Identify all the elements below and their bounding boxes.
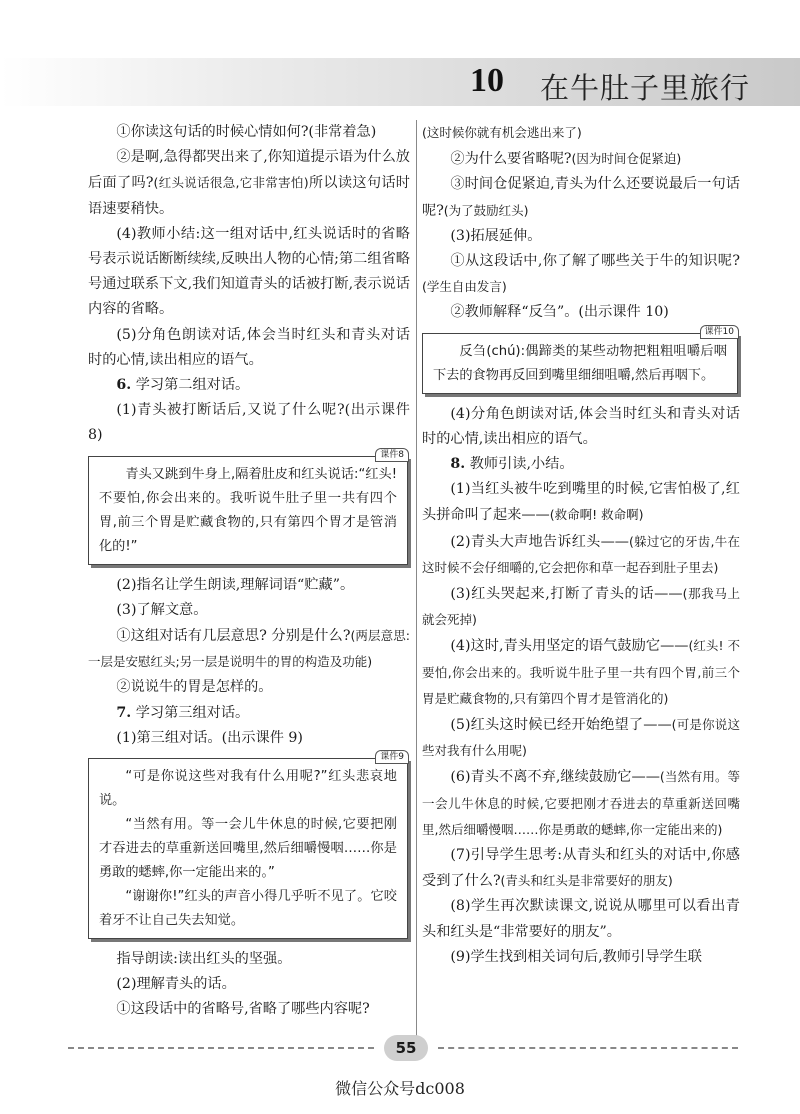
section-heading: 8. 教师引读,小结。 xyxy=(450,456,574,473)
paragraph: (3)了解文意。 xyxy=(116,601,208,618)
paragraph: (7)引导学生思考:从青头和红头的对话中,你感受到了什么?(青头和红头是非常要好的朋友) xyxy=(422,847,740,890)
section-heading: 6. 学习第二组对话。 xyxy=(116,377,250,394)
right-column xyxy=(422,120,740,970)
courseware-box-9 xyxy=(88,752,408,939)
paragraph: ②说说牛的胃是怎样的。 xyxy=(116,679,273,696)
paragraph: ①这组对话有几层意思? 分别是什么?(两层意思:一层是安慰红头;另一层是说明牛的胃的构造及功能) xyxy=(88,628,410,670)
paragraph: (4)分角色朗读对话,体会当时红头和青头对话时的心情,读出相应的语气。 xyxy=(422,405,740,447)
paragraph: (9)学生找到相关词句后,教师引导学生联 xyxy=(450,948,702,965)
paragraph: (1)第三组对话。(出示课件 9) xyxy=(116,729,303,746)
courseware-tag: 课件8 xyxy=(375,448,409,462)
paragraph: (4)这时,青头用坚定的语气鼓励它——(红头! 不要怕,你会出来的。我听说牛肚子里一共有四个胃,前三个胃是贮藏食物的,只有第四个胃才是管消化的) xyxy=(422,638,740,706)
paragraph: (3)拓展延伸。 xyxy=(450,227,542,244)
paragraph: ①从这段话中,你了解了哪些关于牛的知识呢?(学生自由发言) xyxy=(422,253,740,295)
paragraph: (5)红头这时候已经开始绝望了——(可是你说这些对我有什么用呢) xyxy=(422,717,740,759)
paragraph: (2)理解青头的话。 xyxy=(116,976,236,993)
column-divider xyxy=(416,120,417,1040)
courseware-text: 青头又跳到牛身上,隔着肚皮和红头说话:“红头! 不要怕,你会出来的。我听说牛肚子里一共有四个胃,前三个胃是贮藏食物的,只有第四个胃才是管消化的!” xyxy=(99,466,397,554)
paragraph: (3)红头哭起来,打断了青头的话——(那我马上就会死掉) xyxy=(422,586,740,628)
courseware-box-8 xyxy=(88,449,408,565)
paragraph: ②是啊,急得都哭出来了,你知道提示语为什么放后面了吗?(红头说话很急,它非常害怕)所以读这句话时语速要稍快。 xyxy=(88,149,410,217)
page-number: 55 xyxy=(384,1035,428,1061)
paragraph: (这时候你就有机会逃出来了) xyxy=(422,125,582,140)
paragraph: ②教师解释“反刍”。(出示课件 10) xyxy=(450,304,669,321)
lesson-title: 在牛肚子里旅行 xyxy=(540,71,751,105)
courseware-box-10 xyxy=(422,326,738,394)
watermark-text: 微信公众号dc008 xyxy=(335,1079,465,1098)
section-heading: 7. 学习第三组对话。 xyxy=(116,704,250,721)
courseware-tag: 课件9 xyxy=(375,750,409,764)
paragraph: (4)教师小结:这一组对话中,红头说话时的省略号表示说话断断续续,反映出人物的心情;第二组省略号通过联系下文,我们知道青头的话被打断,表示说话内容的省略。 xyxy=(88,225,410,318)
paragraph: (5)分角色朗读对话,体会当时红头和青头对话时的心情,读出相应的语气。 xyxy=(88,326,410,368)
courseware-tag: 课件10 xyxy=(700,325,739,339)
footer-dashed-line-right xyxy=(438,1047,738,1049)
courseware-text: 反刍(chú):偶蹄类的某些动物把粗粗咀嚼后咽下去的食物再反回到嘴里细细咀嚼,然后再咽下。 xyxy=(433,343,727,383)
courseware-text: “当然有用。等一会儿牛休息的时候,它要把刚才吞进去的草重新送回嘴里,然后细嚼慢咽……你是勇敢的蟋蟀,你一定能出来的。” xyxy=(99,817,397,881)
paragraph: ②为什么要省略呢?(因为时间仓促紧迫) xyxy=(450,151,682,168)
paragraph: ③时间仓促紧迫,青头为什么还要说最后一句话呢?(为了鼓励红头) xyxy=(422,176,740,219)
paragraph: (1)青头被打断话后,又说了什么呢?(出示课件 8) xyxy=(88,402,410,444)
paragraph: (1)当红头被牛吃到嘴里的时候,它害怕极了,红头拼命叫了起来——(救命啊! 救命啊) xyxy=(422,481,740,524)
paragraph: (8)学生再次默读课文,说说从哪里可以看出青头和红头是“非常要好的朋友”。 xyxy=(422,898,740,940)
paragraph: (6)青头不离不弃,继续鼓励它——(当然有用。等一会儿牛休息的时候,它要把刚才吞进去的草重新送回嘴里,然后细嚼慢咽……你是勇敢的蟋蟀,你一定能出来的) xyxy=(422,769,740,837)
footer-dashed-line-left xyxy=(68,1047,374,1049)
lesson-number: 10 xyxy=(470,62,504,99)
paragraph: ①这段话中的省略号,省略了哪些内容呢? xyxy=(116,1001,370,1018)
courseware-text: “谢谢你!”红头的声音小得几乎听不见了。它咬着牙不让自己失去知觉。 xyxy=(99,889,397,929)
paragraph: (2)青头大声地告诉红头——(躲过它的牙齿,牛在这时候不会仔细嚼的,它会把你和草一起吞到肚子里去) xyxy=(422,533,740,575)
paragraph: (2)指名让学生朗读,理解词语“贮藏”。 xyxy=(116,576,355,593)
courseware-text: “可是你说这些对我有什么用呢?”红头悲哀地说。 xyxy=(99,769,397,809)
paragraph: 指导朗读:读出红头的坚强。 xyxy=(116,951,292,968)
paragraph: ①你读这句话的时候心情如何?(非常着急) xyxy=(116,124,377,140)
left-column xyxy=(88,120,410,1023)
